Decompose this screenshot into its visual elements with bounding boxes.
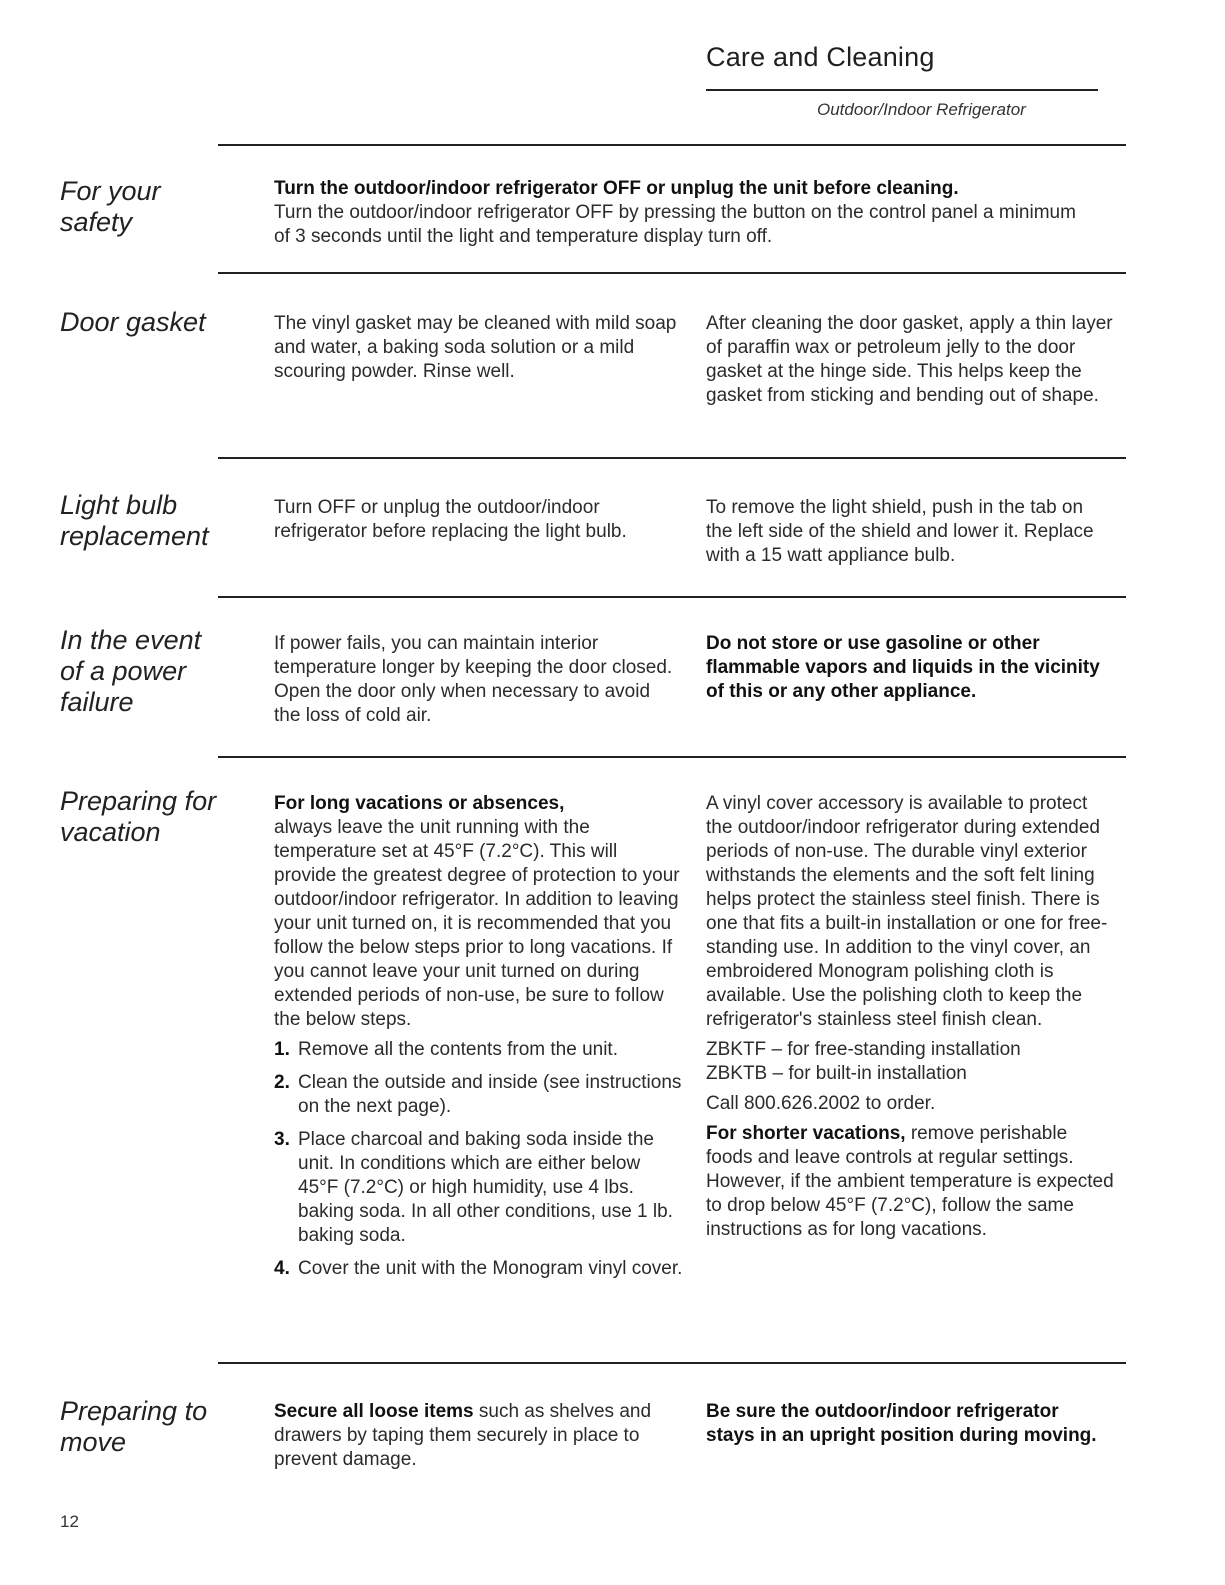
door-gasket-right [706,312,1116,408]
model-free-standing: ZBKTF – for free-standing installation [706,1039,1021,1060]
door-gasket-cleaning-text: The vinyl gasket may be cleaned with mild soap and water, a baking soda solution or a mild scouring powder. Rinse well. [274,313,677,382]
long-vacation-text: always leave the unit running with the temperature set at 45°F (7.2°C). This will provide the greatest degree of protection to your outdoor/indoor refrigerator. In addition to leaving your unit turned on, it is recommended that you follow the below steps prior to long vacations. If you cannot leave your unit turned on during extended periods of non-use, be sure to follow the below steps. [274,817,680,1030]
section-title-door-gasket: Door gasket [60,307,206,337]
light-bulb-instructions-text: To remove the light shield, push in the tab on the left side of the shield and lower it. Replace with a 15 watt appliance bulb. [706,497,1094,566]
vinyl-cover-text: A vinyl cover accessory is available to protect the outdoor/indoor refrigerator during extended periods of non-use. The durable vinyl exterior withstands the elements and the soft felt lining helps protect the stainless steel finish. There is one that fits a built-in installation or one for free-standing use. In addition to the vinyl cover, an embroidered Monogram polishing cloth is available. Use the polishing cloth to keep the refrigerator's stainless steel finish clean. [706,793,1108,1030]
move-left [274,1400,684,1472]
list-item [274,1128,684,1248]
section-title-power-failure: In the event of a power failure [60,625,202,717]
list-item [274,1257,684,1281]
move-text: such as shelves and drawers by taping them securely in place to prevent damage. [274,1401,652,1470]
power-failure-text: If power fails, you can maintain interior temperature longer by keeping the door closed. Open the door only when necessary to avoid the loss of cold air. [274,633,673,726]
flammable-warning: Do not store or use gasoline or other flammable vapors and liquids in the vicinity of this or any other appliance. [706,633,1100,702]
short-vacation-heading: For shorter vacations, [706,1123,906,1144]
move-right [706,1400,1101,1448]
safety-text: Turn the outdoor/indoor refrigerator OFF by pressing the button on the control panel a minimum of 3 seconds until the light and temperature display turn off. [274,202,1076,247]
short-vacation-text: remove perishable foods and leave controls at regular settings. However, if the ambient temperature is expected to drop below 45°F (7.2°C), follow the same instructions as for long vacations. [706,1123,1114,1240]
step-number: 3. [274,1129,290,1150]
section-title-vacation: Preparing for vacation [60,786,217,847]
section-divider [218,457,1126,459]
order-phone-text: Call 800.626.2002 to order. [706,1093,936,1114]
page-title: Care and Cleaning [706,42,935,72]
step-number: 1. [274,1039,290,1060]
section-divider [218,596,1126,598]
section-title-safety: For your safety [60,176,161,237]
step-number: 4. [274,1258,290,1279]
list-item [274,1071,684,1119]
step-text: Clean the outside and inside (see instructions on the next page). [298,1072,682,1117]
door-gasket-care-text: After cleaning the door gasket, apply a thin layer of paraffin wax or petroleum jelly to the door gasket at the hinge side. This helps keep the gasket from sticking and bending out of shape. [706,313,1113,406]
short-vacation-paragraph [706,1122,1116,1242]
light-bulb-right [706,496,1106,568]
vacation-steps-list [274,1038,684,1281]
safety-content [274,177,1094,249]
step-number: 2. [274,1072,290,1093]
long-vacation-heading: For long vacations or absences, [274,793,565,814]
power-failure-right [706,632,1101,704]
move-paragraph [274,1400,684,1472]
page-subtitle: Outdoor/Indoor Refrigerator [817,100,1026,119]
step-text: Remove all the contents from the unit. [298,1039,618,1060]
move-heading: Secure all loose items [274,1401,474,1422]
light-bulb-warning-text: Turn OFF or unplug the outdoor/indoor refrigerator before replacing the light bulb. [274,497,627,542]
section-divider [218,756,1126,758]
section-divider [218,272,1126,274]
step-text: Place charcoal and baking soda inside the unit. In conditions which are either below 45°F (7.2°C) or high humidity, use 4 lbs. baking soda. In all other conditions, use 1 lb. baking soda. [298,1129,673,1246]
section-divider [218,144,1126,146]
section-title-light-bulb: Light bulb replacement [60,490,209,551]
upright-warning: Be sure the outdoor/indoor refrigerator stays in an upright position during moving. [706,1401,1097,1446]
vacation-left [274,792,684,1290]
light-bulb-left [274,496,684,544]
vacation-right [706,792,1116,1242]
safety-warning: Turn the outdoor/indoor refrigerator OFF or unplug the unit before cleaning. [274,178,959,199]
page-number: 12 [60,1512,79,1531]
list-item [274,1038,684,1062]
model-built-in: ZBKTB – for built-in installation [706,1063,967,1084]
step-text: Cover the unit with the Monogram vinyl cover. [298,1258,683,1279]
section-divider [218,1362,1126,1364]
header-divider [706,89,1098,91]
power-failure-left [274,632,679,728]
section-title-move: Preparing to move [60,1396,208,1457]
door-gasket-left [274,312,684,384]
